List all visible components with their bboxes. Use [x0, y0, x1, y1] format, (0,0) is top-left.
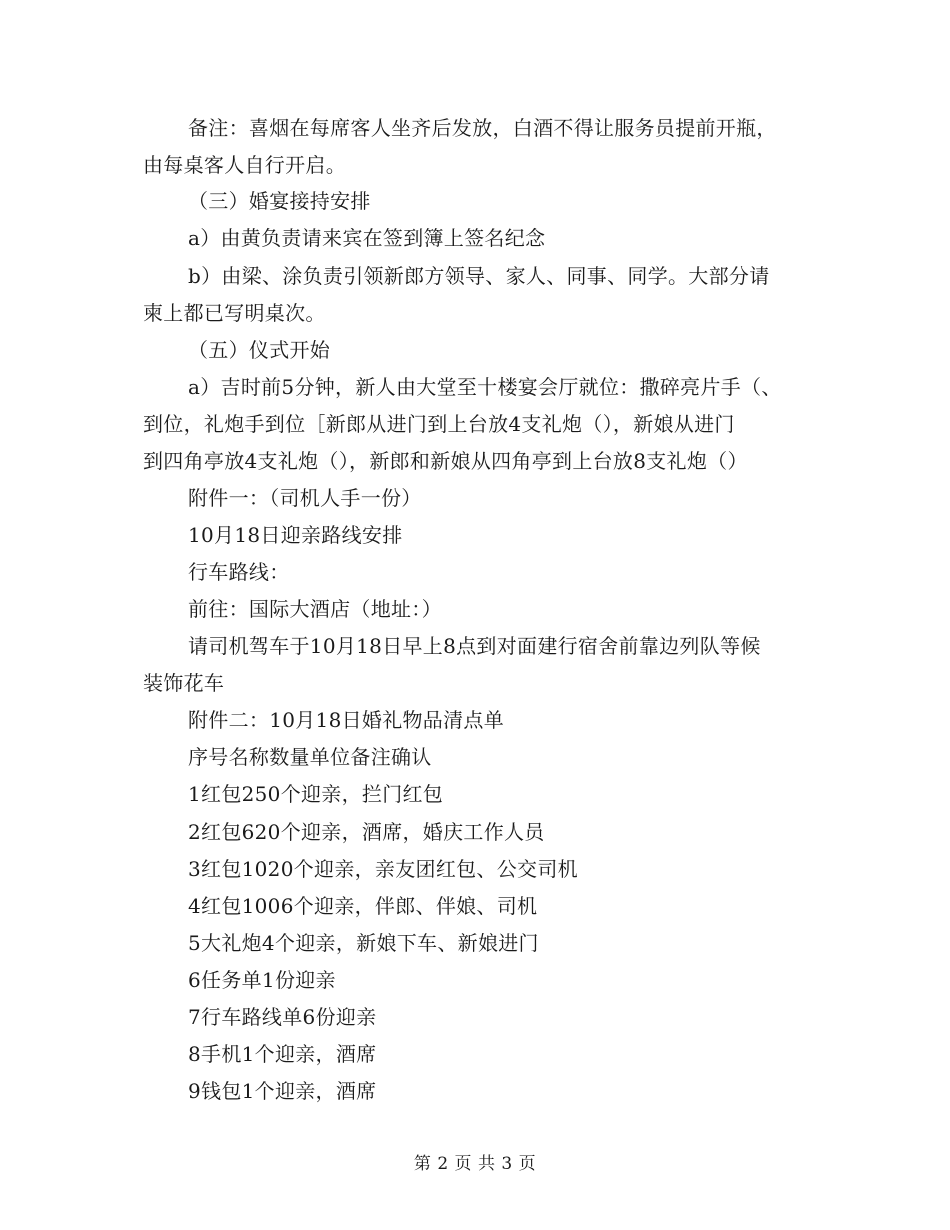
paragraph-line: 到位，礼炮手到位［新郎从进门到上台放4支礼炮（），新娘从进门 [143, 412, 735, 436]
page-number-footer: 第 2 页 共 3 页 [413, 1154, 537, 1174]
list-item: 7行车路线单6份迎亲 [188, 1005, 377, 1029]
list-item: 9钱包1个迎亲，酒席 [188, 1079, 377, 1103]
paragraph-line: 装饰花车 [143, 671, 225, 695]
list-item: 8手机1个迎亲，酒席 [188, 1042, 377, 1066]
paragraph-line: 请司机驾车于10月18日早上8点到对面建行宿舍前靠边列队等候 [188, 634, 761, 658]
paragraph-line: 由每桌客人自行开启。 [143, 153, 346, 177]
table-header-line: 序号名称数量单位备注确认 [188, 745, 432, 769]
section-heading: （三）婚宴接持安排 [188, 189, 371, 213]
list-item: 5大礼炮4个迎亲，新娘下车、新娘进门 [188, 931, 539, 955]
paragraph-line: b）由梁、涂负责引领新郎方领导、家人、同事、同学。大部分请 [188, 264, 770, 288]
paragraph-line: 前往：国际大酒店（地址：） [188, 597, 442, 621]
list-item: 4红包1006个迎亲，伴郎、伴娘、司机 [188, 894, 538, 918]
paragraph-line: a）由黄负责请来宾在签到簿上签名纪念 [188, 226, 546, 250]
paragraph-line: 到四角亭放4支礼炮（），新郎和新娘从四角亭到上台放8支礼炮（） [143, 449, 748, 473]
section-heading: （五）仪式开始 [188, 338, 331, 362]
appendix-heading: 附件一：（司机人手一份） [188, 486, 422, 510]
list-item: 3红包1020个迎亲，亲友团红包、公交司机 [188, 857, 578, 881]
list-item: 2红包620个迎亲，酒席，婚庆工作人员 [188, 820, 545, 844]
paragraph-line: 10月18日迎亲路线安排 [188, 523, 403, 547]
paragraph-line: 柬上都已写明桌次。 [143, 301, 326, 325]
list-item: 1红包250个迎亲，拦门红包 [188, 782, 444, 806]
paragraph-line: 行车路线： [188, 560, 290, 584]
appendix-heading: 附件二：10月18日婚礼物品清点单 [188, 708, 504, 732]
paragraph-line: a）吉时前5分钟，新人由大堂至十楼宴会厅就位：撒碎亮片手（、 [188, 375, 782, 399]
list-item: 6任务单1份迎亲 [188, 968, 336, 992]
paragraph-line: 备注：喜烟在每席客人坐齐后发放，白酒不得让服务员提前开瓶， [188, 116, 777, 140]
